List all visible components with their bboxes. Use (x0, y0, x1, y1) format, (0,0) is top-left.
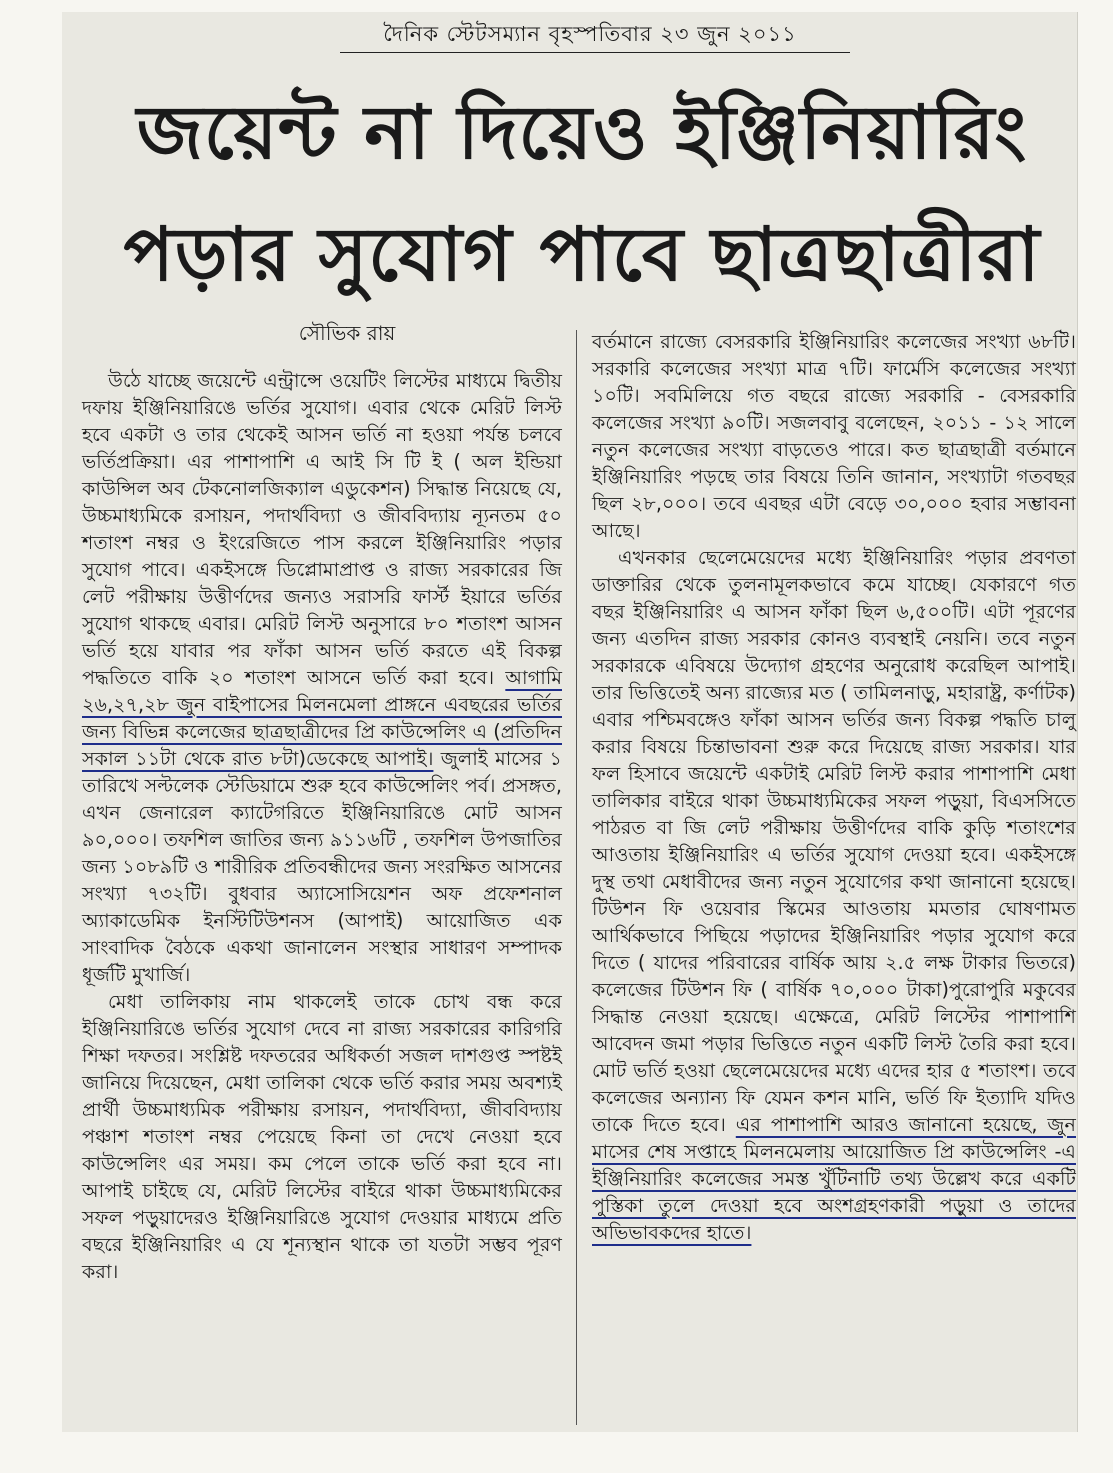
left-p1-text-cont: জুলাই মাসের ১ তারিখে সল্টলেক স্টেডিয়ামে শুরু হবে কাউন্সেলিং পর্ব। প্রসঙ্গত, এখন জেনারেল ক্যাটেগরিতে ইঞ্জিনিয়ারিঙে মোট আসন ৯০,০০০। তফশিল জাতির জন্য ৯১১৬টি , তফশিল উপজাতির জন্য ১০৮৯টি ও শারীরিক প্রতিবন্ধীদের জন্য সংরক্ষিত আসনের সংখ্যা ৭৩২টি। বুধবার অ্যাসোসিয়েশন অফ প্রফেশনাল অ্যাকাডেমিক ইনস্টিটিউশনস (আপাই) আয়োজিত এক সাংবাদিক বৈঠকে একথা জানালেন সংস্থার সাধারণ সম্পাদক ধূর্জটি মুখার্জি। (82, 747, 562, 986)
left-paragraph-2: মেধা তালিকায় নাম থাকলেই তাকে চোখ বন্ধ করে ইঞ্জিনিয়ারিঙে ভর্তির সুযোগ দেবে না রাজ্য সরকারের কারিগরি শিক্ষা দফতর। সংশ্লিষ্ট দফতরের অধিকর্তা সজল দাশগুপ্ত স্পষ্টই জানিয়ে দিয়েছেন, মেধা তালিকা থেকে ভর্তি করার সময় অবশ্যই প্রার্থী উচ্চমাধ্যমিক পরীক্ষায় রসায়ন, পদার্থবিদ্যা, জীববিদ্যায় পঞ্চাশ শতাংশ নম্বর পেয়েছে কিনা তা দেখে নেওয়া হবে কাউন্সেলিং এর সময়। কম পেলে তাকে ভর্তি করা হবে না। আপাই চাইছে যে, মেরিট লিস্টের বাইরে থাকা উচ্চমাধ্যমিকের সফল পড়ুয়াদেরও ইঞ্জিনিয়ারিঙে সুযোগ দেওয়ার মাধ্যমে প্রতি বছরে ইঞ্জিনিয়ারিং এ যে শূন্যস্থান থাকে তা যতটা সম্ভব পূরণ করা। (82, 990, 562, 1283)
headline-line-1: জয়েন্ট না দিয়েও ইঞ্জিনিয়ারিং (136, 90, 1028, 176)
left-paragraph-1 (82, 367, 562, 988)
newspaper-clipping (62, 12, 1078, 1432)
byline: সৌভিক রায় (298, 321, 396, 345)
headline (102, 72, 1062, 316)
right-p2-text: এখনকার ছেলেমেয়েদের মধ্যে ইঞ্জিনিয়ারিং পড়ার প্রবণতা ডাক্তারির থেকে তুলনামূলকভাবে কমে যাচ্ছে। যেকারণে গত বছর ইঞ্জিনিয়ারিং এ আসন ফাঁকা ছিল ৬,৫০০টি। এটা পূরণের জন্য এতদিন রাজ্য সরকার কোনও ব্যবস্থাই নেয়নি। তবে নতুন সরকারকে এবিষয়ে উদ্যোগ গ্রহণের অনুরোধ করেছিল আপাই। তার ভিত্তিতেই অন্য রাজ্যের মত ( তামিলনাড়ু, মহারাষ্ট্র, কর্ণাটক) এবার পশ্চিমবঙ্গেও ফাঁকা আসন ভর্তির জন্য বিকল্প পদ্ধতি চালু করার বিষয়ে চিন্তাভাবনা শুরু করে দিয়েছে রাজ্য সরকার। যার ফল হিসাবে জয়েন্টে একটাই মেরিট লিস্ট করার পাশাপাশি মেধা তালিকার বাইরে থাকা উচ্চমাধ্যমিকের সফল পড়ুয়া, বিএসসিতে পাঠরত বা জি লেট পরীক্ষায় উত্তীর্ণদের বাকি কুড়ি শতাংশের আওতায় ইঞ্জিনিয়ারিং এ ভর্তির সুযোগ দেওয়া হবে। একইসঙ্গে দুস্থ তথা মেধাবীদের জন্য নতুন সুযোগের কথা জানানো হয়েছে। টিউশন ফি ওয়েবার স্কিমের আওতায় মমতার ঘোষণামত আর্থিকভাবে পিছিয়ে পড়াদের ইঞ্জিনিয়ারিং পড়ার সুযোগ করে দিতে ( যাদের পরিবারের বার্ষিক আয় ২.৫ লক্ষ টাকার ভিতরে) কলেজের টিউশন ফি ( বার্ষিক ৭০,০০০ টাকা)পুরোপুরি মকুবের সিদ্ধান্ত নেওয়া হয়েছে। এক্ষেত্রে, মেরিট লিস্টের পাশাপাশি আবেদন জমা পড়ার ভিত্তিতে নতুন একটি লিস্ট তৈরি করা হবে। মোট ভর্তি হওয়া ছেলেমেয়েদের মধ্যে এদের হার ৫ শতাংশ। তবে কলেজের অন্যান্য ফি যেমন কশন মানি, ভর্তি ফি ইত্যাদি যদিও তাকে দিতে হবে। (592, 546, 1076, 1136)
right-column (592, 328, 1076, 1246)
right-p2-underlined: এর পাশাপাশি আরও জানানো হয়েছে, জুন মাসের শেষ সপ্তাহে মিলনমেলায় আয়োজিত প্রি কাউন্সেলিং -এ ইঞ্জিনিয়ারিং কলেজের সমস্ত খুঁটিনাটি তথ্য উল্লেখ করে একটি পুস্তিকা তুলে দেওয়া হবে অংশগ্রহণকারী পড়ুয়া ও তাদের অভিভাবকদের হাতে। (592, 1113, 1076, 1244)
left-p1-underlined: আগামি ২৬,২৭,২৮ জুন বাইপাসের মিলনমেলা প্রাঙ্গনে এবছরের ভর্তির জন্য বিভিন্ন কলেজের ছাত্রছাত্রীদের প্রি কাউন্সেলিং এ (প্রতিদিন সকাল ১১টা থেকে রাত ৮টা)ডেকেছে আপাই। (82, 666, 562, 770)
dateline: দৈনিক স্টেটসম্যান বৃহস্পতিবার ২৩ জুন ২০১১ (383, 22, 797, 46)
dateline-rule (340, 52, 850, 53)
left-column (82, 367, 562, 1285)
column-divider (576, 330, 577, 1425)
left-p1-text: উঠে যাচ্ছে জয়েন্টে এন্ট্রান্সে ওয়েটিং লিস্টের মাধ্যমে দ্বিতীয় দফায় ইঞ্জিনিয়ারিঙে ভর্তির সুযোগ। এবার থেকে মেরিট লিস্ট হবে একটা ও তার থেকেই আসন ভর্তি না হওয়া পর্যন্ত চলবে ভর্তিপ্রক্রিয়া। এর পাশাপাশি এ আই সি টি ই ( অল ইন্ডিয়া কাউন্সিল অব টেকনোলজিক্যাল এডুকেশন) সিদ্ধান্ত নিয়েছে যে, উচ্চমাধ্যমিকে রসায়ন, পদার্থবিদ্যা ও জীববিদ্যায় ন্যূনতম ৫০ শতাংশ নম্বর ও ইংরেজিতে পাস করলে ইঞ্জিনিয়ারিং পড়ার সুযোগ পাবে। একইসঙ্গে ডিপ্লোমাপ্রাপ্ত ও রাজ্য সরকারের জি লেট পরীক্ষায় উত্তীর্ণদের জন্যও সরাসরি ফার্স্ট ইয়ারে ভর্তির সুযোগ থাকছে এবার। মেরিট লিস্ট অনুসারে ৮০ শতাংশ আসন ভর্তি হয়ে যাবার পর ফাঁকা আসন ভর্তি করতে এই বিকল্প পদ্ধতিতে বাকি ২০ শতাংশ আসনে ভর্তি করা হবে। (82, 369, 562, 689)
headline-line-2: পড়ার সুযোগ পাবে ছাত্রছাত্রীরা (123, 212, 1041, 298)
right-paragraph-2 (592, 544, 1076, 1246)
right-paragraph-1: বর্তমানে রাজ্যে বেসরকারি ইঞ্জিনিয়ারিং কলেজের সংখ্যা ৬৮টি। সরকারি কলেজের সংখ্যা মাত্র ৭টি। ফার্মেসি কলেজের সংখ্যা ১০টি। সবমিলিয়ে গত বছরে রাজ্যে সরকারি - বেসরকারি কলেজের সংখ্যা ৯০টি। সজলবাবু বলেছেন, ২০১১ - ১২ সালে নতুন কলেজের সংখ্যা বাড়তেও পারে। কত ছাত্রছাত্রী বর্তমানে ইঞ্জিনিয়ারিং পড়ছে তার বিষয়ে তিনি জানান, সংখ্যাটা গতবছর ছিল ২৮,০০০। তবে এবছর এটা বেড়ে ৩০,০০০ হবার সম্ভাবনা আছে। (592, 330, 1076, 542)
